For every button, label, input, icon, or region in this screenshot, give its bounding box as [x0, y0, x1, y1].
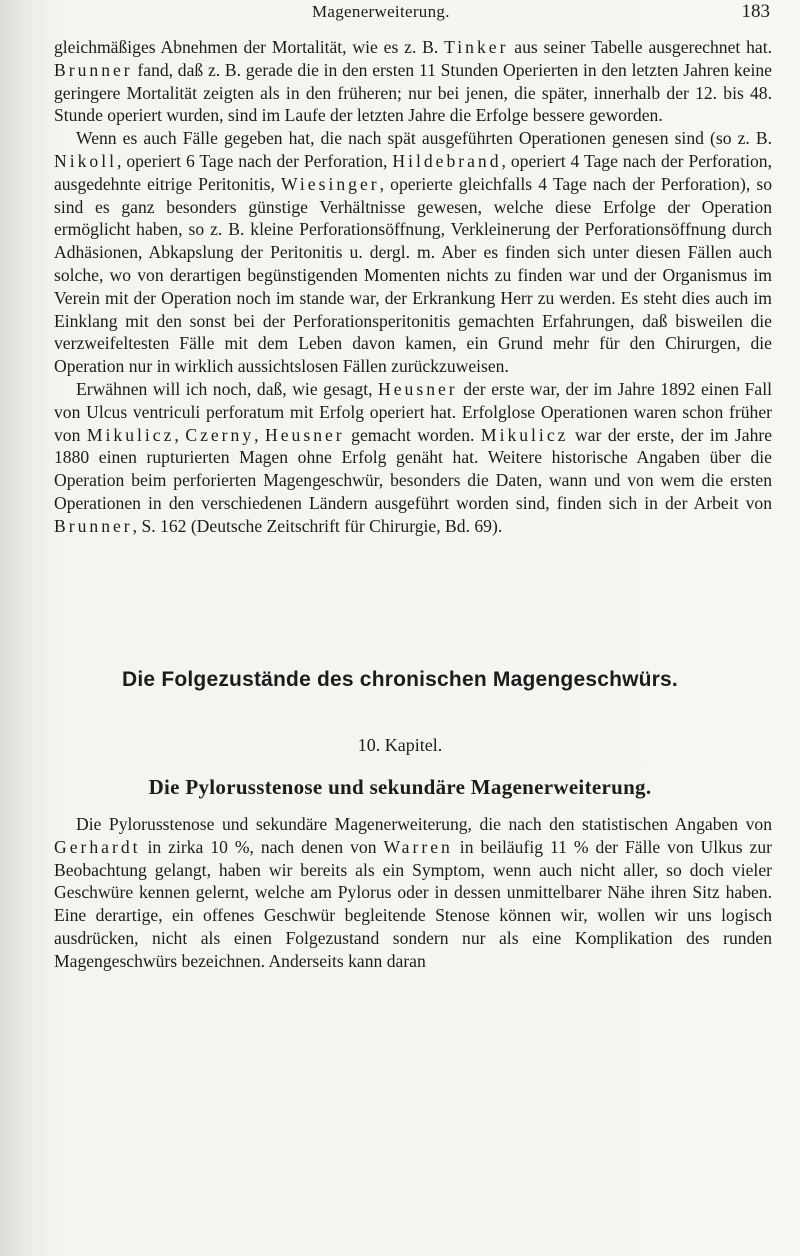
- running-head-title: Magenerweiterung.: [312, 2, 450, 21]
- author-name: Hildebrand: [392, 150, 502, 171]
- body-text-top: [54, 36, 772, 538]
- text-run: in zirka 10 %, nach denen von: [140, 836, 384, 857]
- author-name: Czerny: [185, 424, 255, 445]
- chapter-number: 10. Kapitel.: [357, 735, 443, 755]
- author-name: Wiesinger: [281, 173, 380, 194]
- author-name: Brunner: [54, 59, 133, 80]
- text-run: fand, daß z. B. gerade die in den ersten 11 Stunden Operierten in den letzten Jahren keine geringere Mortalität zeigten als in den früheren; nur bei jenen, die später, innerhalb der 12. bis 48. Stunde operiert wurden, sind im Laufe der letzten Jahre die Erfolge bessere geworden.: [54, 59, 772, 126]
- author-name: Mikulicz: [86, 424, 175, 445]
- paragraph: [54, 127, 772, 378]
- paragraph: [54, 36, 772, 127]
- author-name: Warren: [383, 836, 453, 857]
- paragraph: [54, 378, 772, 538]
- text-run: , S. 162 (Deutsche Zeitschrift für Chirurgie, Bd. 69).: [132, 515, 503, 536]
- text-run: , operiert 6 Tage nach der Perforation,: [116, 150, 393, 171]
- page-number: 183: [741, 1, 770, 22]
- text-run: in beiläufig 11 % der Fälle von Ulkus zur Beobachtung gelangt, haben wir bereits als ein Symptom, wenn auch nicht aller, so doch vieler Geschwüre kennen gelernt, welche am Pylorus oder in dessen unmittelbarer Nähe ihren Sitz haben. Eine derartige, ein offenes Geschwür begleitende Stenose können wir, wollen wir uns logisch ausdrücken, nicht als einen Folgezustand sondern nur als eine Komplikation des runden Magengeschwürs bezeichnen. Anderseits kann daran: [54, 836, 772, 971]
- text-run: war der erste, der im Jahre 1880 einen rupturierten Magen ohne Erfolg genäht hat. Weitere historische Angaben über die Operation beim perforierten Magengeschwür, besonders die Daten, wann und von wem die ersten Operationen in den verschiedenen Ländern ausgeführt worden sind, finden sich in der Arbeit von: [54, 424, 773, 513]
- author-name: Nikoll: [54, 150, 117, 171]
- text-run: der erste war, der im Jahre 1892 einen Fall von Ulcus ventriculi perforatum mit Erfolg operiert hat. Erfolglose Operationen waren schon früher von: [54, 378, 772, 445]
- section-heading: Die Pylorusstenose und sekundäre Magenerweiterung.: [148, 775, 652, 799]
- text-run: ,: [254, 424, 266, 445]
- author-name: Heusner: [378, 378, 458, 399]
- text-run: Die Pylorusstenose und sekundäre Magenerweiterung, die nach den statistischen Angaben von: [76, 814, 772, 834]
- text-run: gemacht worden.: [344, 424, 481, 445]
- body-text-bottom: [54, 813, 772, 973]
- text-run: , operiert 4 Tage nach der Perforation, ausgedehnte eitrige Peritonitis,: [54, 150, 772, 194]
- author-name: Mikulicz: [480, 424, 569, 445]
- text-run: , operierte gleichfalls 4 Tage nach der Perforation), so sind es ganz besonders günstige Verhältnisse gewesen, welche diese Erfolge der Operation ermöglicht haben, so z. B. kleine Perforationsöffnung, Verkleinerung der Perforationsöffnung durch Adhäsionen, Abkapslung der Peritonitis u. dergl. m. Aber es finden sich unter diesen Fällen auch solche, wo von derartigen begünstigenden Momenten nichts zu finden war und der Organismus im Verein mit der Operation noch im stande war, der Erkrankung Herr zu werden. Es steht dies auch im Einklang mit den sonst bei der Perforationsperitonitis gemachten Erfahrungen, daß bisweilen die verzweifeltesten Fälle mit dem Leben davon kamen, ein Grund mehr für den Chirurgen, die Operation nur in wirklich aussichtslosen Fällen zurückzuweisen.: [54, 173, 772, 377]
- text-run: Wenn es auch Fälle gegeben hat, die nach spät ausgeführten Operationen genesen sind (so z. B.: [76, 128, 772, 149]
- text-run: Erwähnen will ich noch, daß, wie gesagt,: [76, 378, 379, 399]
- author-name: Gerhardt: [54, 836, 141, 857]
- running-head: [230, 2, 770, 26]
- chapter-heading: Die Folgezustände des chronischen Magengeschwürs.: [122, 668, 678, 691]
- text-run: gleichmäßiges Abnehmen der Mortalität, wie es z. B.: [54, 37, 445, 57]
- paragraph: [54, 813, 772, 973]
- text-run: ,: [174, 424, 186, 445]
- text-run: aus seiner Tabelle ausgerechnet hat.: [508, 37, 772, 57]
- author-name: Brunner: [54, 515, 133, 536]
- author-name: Tinker: [444, 37, 509, 57]
- author-name: Heusner: [265, 424, 345, 445]
